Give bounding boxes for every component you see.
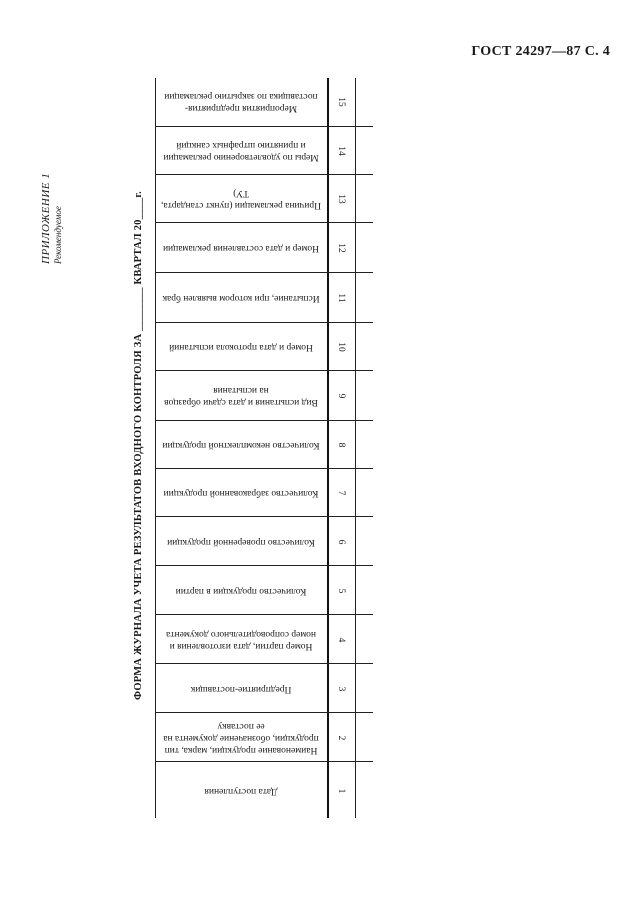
column-number: 6 — [336, 539, 346, 544]
table-column-9 — [155, 370, 373, 421]
column-header-cell — [155, 664, 327, 713]
column-number-cell — [327, 469, 355, 517]
column-header-cell — [155, 78, 327, 126]
column-header-cell — [155, 615, 327, 664]
column-number-cell — [327, 615, 355, 664]
column-number: 14 — [336, 146, 346, 156]
column-header-cell — [155, 223, 327, 273]
column-number: 4 — [336, 637, 346, 642]
table-column-6 — [155, 516, 373, 566]
table-column-13 — [155, 174, 373, 223]
column-header-text: Количество некомплектной продукции — [162, 440, 320, 450]
column-header-cell — [155, 713, 327, 762]
column-header-cell — [155, 371, 327, 421]
column-number-cell — [327, 664, 355, 713]
table-column-12 — [155, 222, 373, 273]
column-header-text: Количество проверенной продукции — [167, 536, 315, 547]
column-number: 1 — [336, 788, 346, 793]
column-header-text: Мероприятия предприятия-поставщика по закрытию рекламации — [164, 91, 318, 113]
column-number: 7 — [336, 490, 346, 496]
column-number: 10 — [336, 342, 346, 352]
column-number-cell — [327, 371, 355, 421]
column-header-text: Номер и дата составления рекламации — [163, 243, 319, 253]
column-header-text: Наименование продукции, марка, тип продукции, обозначение документа на ее поставку — [163, 720, 319, 755]
column-header-cell — [155, 273, 327, 323]
column-header-text: Дата поступления — [204, 785, 278, 796]
column-number-cell — [327, 421, 355, 469]
table-column-4 — [155, 614, 373, 664]
column-number-cell — [327, 713, 355, 762]
form-title — [128, 190, 150, 700]
column-number: 12 — [336, 243, 346, 253]
column-header-text: Количество забракованной продукции — [163, 488, 319, 498]
table-column-3 — [155, 663, 373, 713]
table-column-8 — [155, 420, 373, 469]
column-number: 9 — [336, 393, 346, 399]
column-number-cell — [327, 517, 355, 566]
column-header-text: Испытание, при котором выявлен брак — [162, 293, 320, 303]
table-column-14 — [155, 126, 373, 175]
column-header-cell — [155, 517, 327, 566]
column-header-text: Номер партии, дата изготовления и номер сопроводительного документа — [166, 628, 316, 651]
table-column-1 — [155, 761, 373, 819]
column-header-cell — [155, 127, 327, 175]
column-number: 15 — [336, 97, 346, 107]
column-header-text: Предприятие-поставщик — [190, 683, 292, 694]
appendix-title: ПРИЛОЖЕНИЕ 1 — [40, 172, 52, 264]
column-number-cell — [327, 175, 355, 223]
column-number: 2 — [336, 735, 346, 740]
column-number-cell — [327, 323, 355, 371]
column-header-cell — [155, 762, 327, 819]
form-title-text: ФОРМА ЖУРНАЛА УЧЕТА РЕЗУЛЬТАТОВ ВХОДНОГО КОНТРОЛЯ ЗА ________ КВАРТАЛ 20____г. — [133, 190, 144, 700]
appendix-note: Рекомендуемое — [53, 206, 63, 264]
column-number: 3 — [336, 686, 346, 691]
column-number-cell — [327, 762, 355, 819]
page-header: ГОСТ 24297—87 С. 4 — [471, 44, 610, 59]
table-column-15 — [155, 78, 373, 126]
table-column-5 — [155, 565, 373, 615]
column-header-text: Вид испытания и дата сдачи образцов на испытания — [164, 385, 318, 407]
column-number-cell — [327, 78, 355, 126]
column-header-cell — [155, 469, 327, 517]
table-column-10 — [155, 322, 373, 371]
column-number: 11 — [336, 293, 346, 303]
column-header-text: Количество продукции в партии — [175, 585, 307, 596]
column-number: 8 — [336, 442, 346, 448]
column-number-cell — [327, 566, 355, 615]
column-header-text: Причина рекламации (пункт стандарта, ТУ) — [161, 188, 321, 210]
column-header-cell — [155, 566, 327, 615]
table-column-11 — [155, 272, 373, 323]
column-number: 5 — [336, 588, 346, 593]
column-number-cell — [327, 273, 355, 323]
column-header-text: Номер и дата протокола испытаний — [169, 342, 313, 352]
appendix-label — [40, 84, 80, 264]
column-header-cell — [155, 175, 327, 223]
journal-table — [155, 78, 373, 818]
column-number-cell — [327, 223, 355, 273]
column-header-text: Меры по удовлетворению рекламации и принятию штрафных санкций — [163, 140, 319, 162]
column-number-cell — [327, 127, 355, 175]
column-header-cell — [155, 323, 327, 371]
column-number: 13 — [336, 194, 346, 204]
column-header-cell — [155, 421, 327, 469]
table-column-7 — [155, 468, 373, 517]
table-column-2 — [155, 712, 373, 762]
